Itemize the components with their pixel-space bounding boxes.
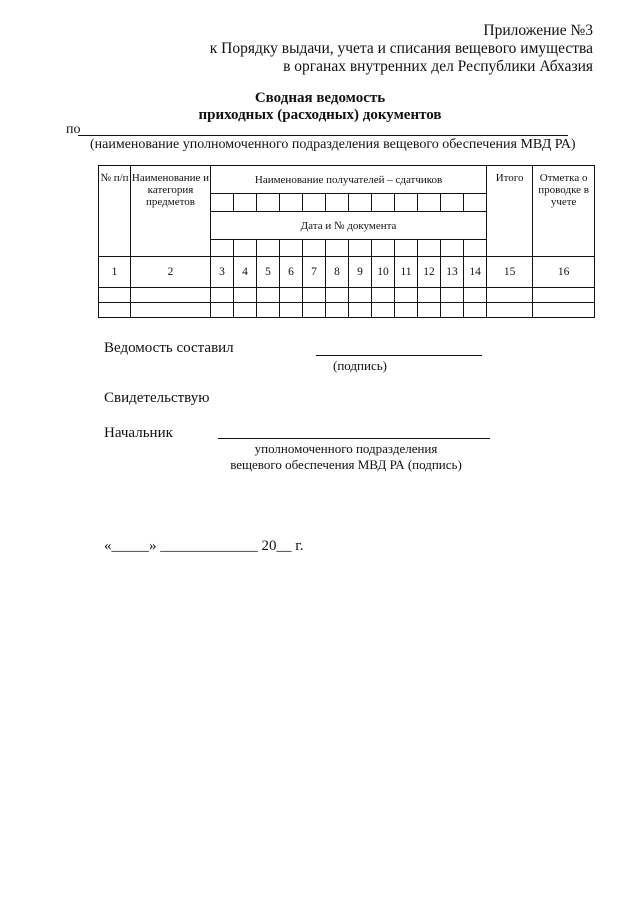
chief-caption xyxy=(218,441,474,473)
col-num: 5 xyxy=(257,257,280,288)
document-title xyxy=(0,90,640,124)
col-num: 9 xyxy=(349,257,372,288)
header-number: № п/п xyxy=(99,166,131,257)
subject-prefix: по xyxy=(66,122,81,137)
certify-label: Свидетельствую xyxy=(104,390,210,406)
table-row xyxy=(99,303,595,318)
date-line: «_____» _____________ 20__ г. xyxy=(104,538,304,554)
col-num: 14 xyxy=(464,257,487,288)
col-num: 12 xyxy=(418,257,441,288)
column-number-row xyxy=(99,257,595,288)
col-num: 7 xyxy=(303,257,326,288)
table-row xyxy=(99,288,595,303)
header-item-name: Наименование и категория предметов xyxy=(131,166,211,257)
appendix-header xyxy=(210,22,593,76)
col-num: 1 xyxy=(99,257,131,288)
appendix-line-3: в органах внутренних дел Республики Абхазия xyxy=(283,58,593,75)
chief-label: Начальник xyxy=(104,425,173,441)
chief-caption-line-1: уполномоченного подразделения xyxy=(254,441,438,456)
signature-caption: (подпись) xyxy=(333,358,387,373)
compiled-by-label: Ведомость составил xyxy=(104,340,234,356)
compiled-signature-line xyxy=(316,355,482,356)
summary-table xyxy=(98,165,595,318)
col-num: 6 xyxy=(280,257,303,288)
header-accounting-mark: Отметка о проводке в учете xyxy=(533,166,595,257)
col-num: 3 xyxy=(211,257,234,288)
col-num: 10 xyxy=(372,257,395,288)
col-num: 11 xyxy=(395,257,418,288)
appendix-line-2: к Порядку выдачи, учета и списания вещевого имущества xyxy=(209,40,593,57)
col-num: 15 xyxy=(487,257,533,288)
chief-signature-line xyxy=(218,438,490,439)
col-num: 16 xyxy=(533,257,595,288)
col-num: 13 xyxy=(441,257,464,288)
col-num: 4 xyxy=(234,257,257,288)
header-document-date: Дата и № документа xyxy=(211,212,487,240)
header-recipients: Наименование получателей – сдатчиков xyxy=(211,166,487,194)
col-num: 2 xyxy=(131,257,211,288)
title-line-2: приходных (расходных) документов xyxy=(198,107,442,123)
subject-fill-line xyxy=(78,135,568,136)
header-total: Итого xyxy=(487,166,533,257)
chief-caption-line-2: вещевого обеспечения МВД РА (подпись) xyxy=(230,457,462,472)
subject-caption: (наименование уполномоченного подразделения вещевого обеспечения МВД РА) xyxy=(90,137,576,152)
title-line-1: Сводная ведомость xyxy=(254,90,386,106)
appendix-number: Приложение №3 xyxy=(483,22,593,39)
col-num: 8 xyxy=(326,257,349,288)
